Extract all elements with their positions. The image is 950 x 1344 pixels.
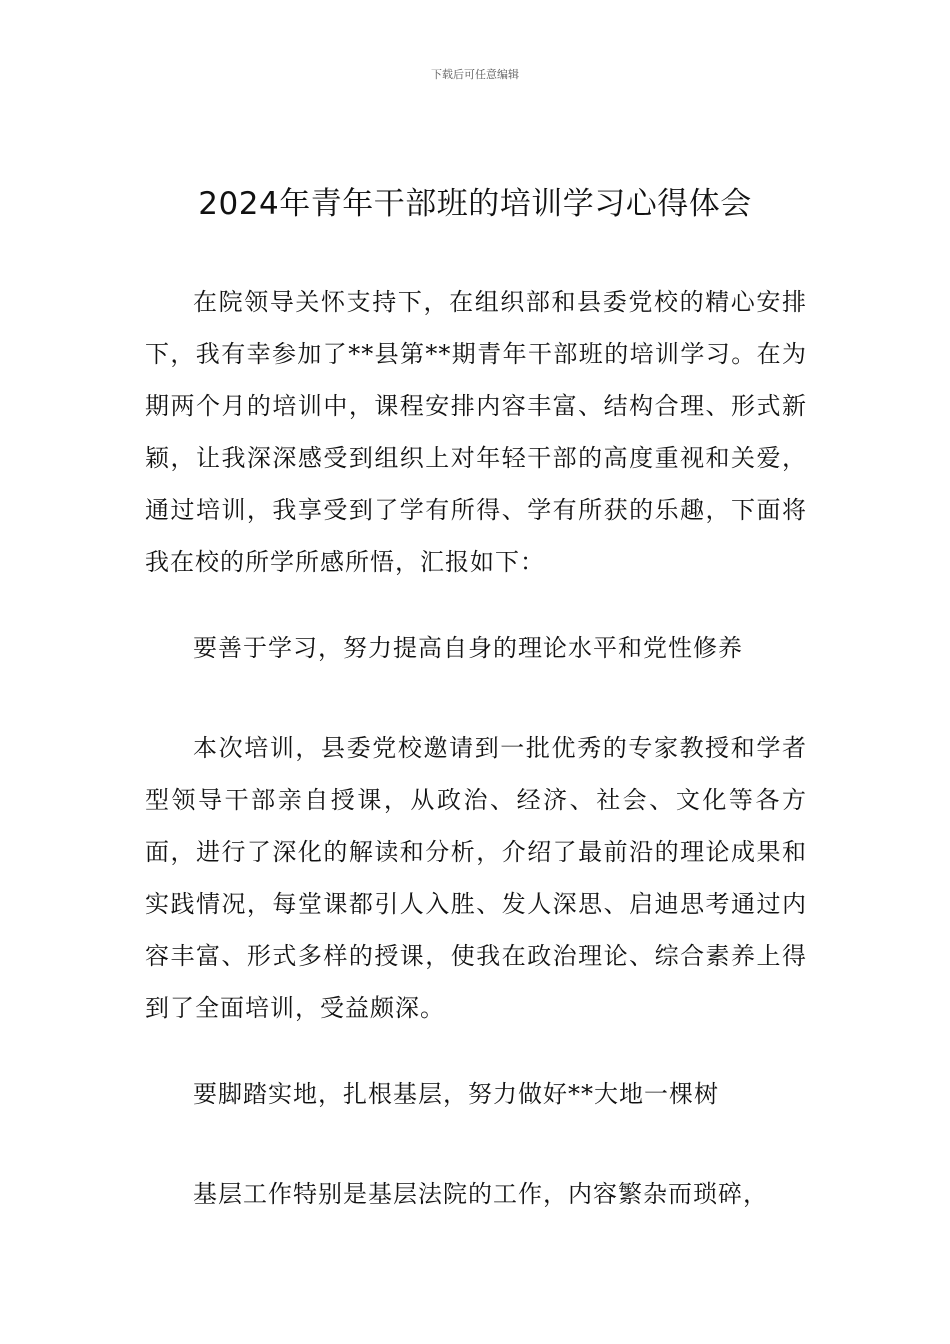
section-heading-study: 要善于学习，努力提高自身的理论水平和党性修养: [193, 634, 743, 662]
paragraph-grassroots: 基层工作特别是基层法院的工作，内容繁杂而琐碎，: [193, 1180, 768, 1208]
header-note: 下载后可任意编辑: [431, 68, 519, 81]
section-heading-grassroots: 要脚踏实地，扎根基层，努力做好**大地一棵树: [193, 1080, 719, 1108]
page-title: 2024年青年干部班的培训学习心得体会: [198, 186, 752, 222]
paragraph-study: 本次培训，县委党校邀请到一批优秀的专家教授和学者型领导干部亲自授课，从政治、经济、社会、文化等各方面，进行了深化的解读和分析，介绍了最前沿的理论成果和实践情况，每堂课都引人入胜、发人深思、启迪思考通过内容丰富、形式多样的授课，使我在政治理论、综合素养上得到了全面培训，受益颇深。: [145, 734, 807, 1022]
intro-paragraph: 在院领导关怀支持下，在组织部和县委党校的精心安排下，我有幸参加了**县第**期青年干部班的培训学习。在为期两个月的培训中，课程安排内容丰富、结构合理、形式新颖，让我深深感受到组织上对年轻干部的高度重视和关爱，通过培训，我享受到了学有所得、学有所获的乐趣，下面将我在校的所学所感所悟，汇报如下：: [145, 288, 807, 576]
